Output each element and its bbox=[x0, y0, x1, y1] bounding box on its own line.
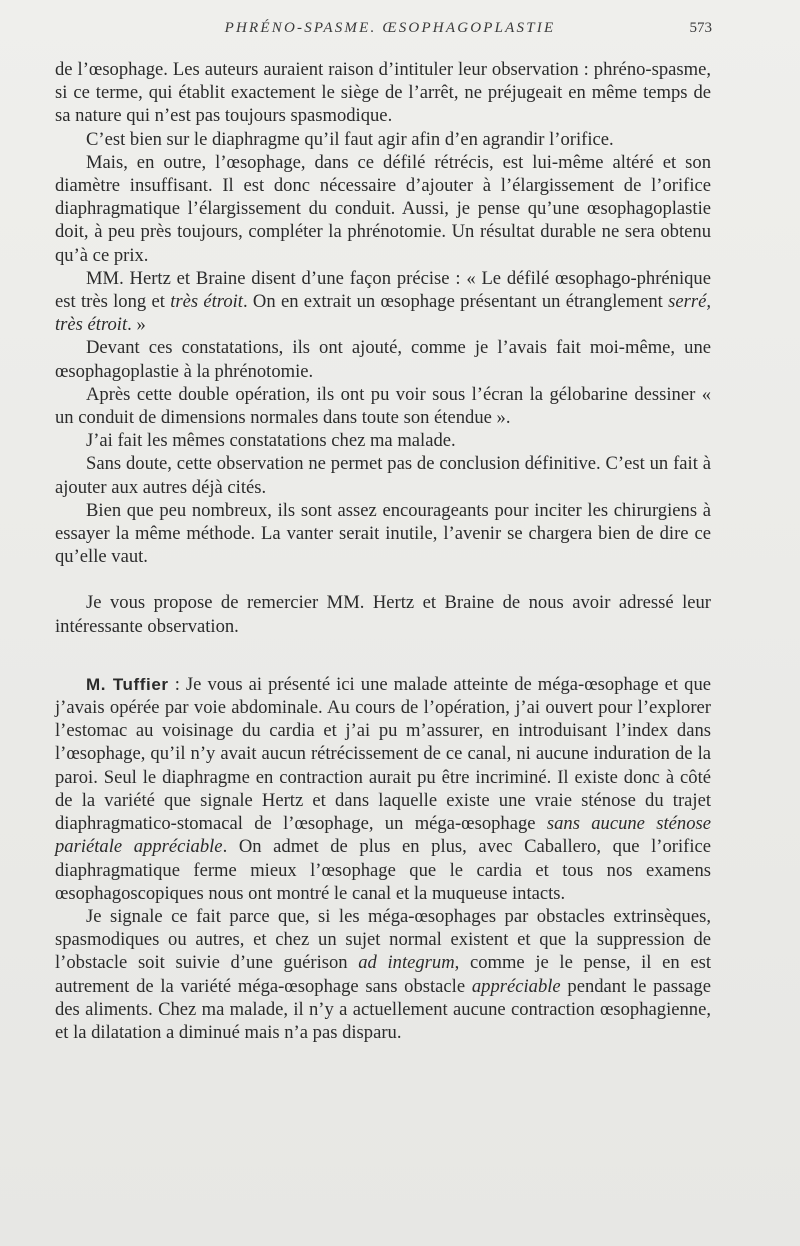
paragraph-2: C’est bien sur le diaphragme qu’il faut agir afin d’en agrandir l’orifice. bbox=[86, 128, 614, 150]
running-title: PHRÉNO-SPASME. ŒSOPHAGOPLASTIE bbox=[224, 20, 556, 36]
paragraph-4-text-c: . On en extrait un œsophage présentant un étranglement bbox=[242, 291, 669, 313]
paragraph-12-text-e: pendant le passage des aliments. Chez ma malade, il n’y a actuellement aucune contraction œsophagienne, et la dilatation a diminué mais n’a pas disparu. bbox=[55, 975, 711, 1043]
paragraph-4-text-a: MM. Hertz et Braine disent d’une façon précise : « Le défilé œsophago-phrénique est très long et bbox=[55, 267, 711, 313]
paragraph-12-text-a: Je signale ce fait parce que, si les méga-œsophages par obstacles extrinsèques, spasmodiques ou autres, et chez un sujet normal existent et que la suppression de l’obstacle soit suivie d’une guérison bbox=[55, 905, 711, 974]
paragraph-11-text-a: : Je vous ai présenté ici une malade atteinte de méga-œsophage et que j’avais opérée par voie abdominale. Au cours de l’opération, j’ai ouvert pour l’explorer l’estomac au voisinage du cardia et j’ai pu m’assurer, en introduisant l’index dans l’œsophage, qu’il n’y avait aucun rétrécissement de ce canal, ni aucune induration de la paroi. Seul le diaphragme en contraction aurait pu être incriminé. Il existe donc à côté de la variété que signale Hertz et dans laquelle existe une vraie sténose du trajet diaphragmatico-stomacal de l’œsophage, un méga-œsophage bbox=[55, 673, 711, 835]
page-number: 573 bbox=[689, 20, 712, 36]
paragraph-11-text-c: . On admet de plus en plus, avec Caballero, que l’orifice diaphragmatique ferme mieux l’œsophage que le cardia et tous nos examens œsophagoscopiques nous ont montré le canal et la muqueuse intacts. bbox=[55, 836, 711, 904]
paragraph-9: Bien que peu nombreux, ils sont assez encourageants pour inciter les chirurgiens à essayer la même méthode. La vanter serait inutile, l’avenir se chargera bien de dire ce qu’elle vaut. bbox=[55, 499, 711, 568]
paragraph-4-italic-d: serré, très étroit bbox=[55, 291, 711, 336]
paragraph-12-italic-d: appréciable bbox=[471, 975, 561, 997]
paragraph-6: Après cette double opération, ils ont pu voir sous l’écran la gélobarine dessiner « un conduit de dimensions normales dans toute son étendue ». bbox=[55, 383, 711, 429]
paragraph-3: Mais, en outre, l’œsophage, dans ce défilé rétrécis, est lui-même altéré et son diamètre insuffisant. Il est donc nécessaire d’ajouter à l’élargissement de l’orifice diaphragmatique l’élargissement du conduit. Aussi, je pense qu’une œsophagoplastie doit, à peu près toujours, compléter la phrénotomie. Un résultat durable ne sera obtenu qu’à ce prix. bbox=[55, 151, 711, 266]
speaker-name: M. Tuffier bbox=[86, 674, 169, 694]
paragraph-12-italic-b: ad integrum bbox=[358, 952, 455, 974]
paragraph-11-italic-b: sans aucune sténose pariétale appréciable bbox=[55, 813, 711, 858]
running-head bbox=[0, 18, 800, 44]
paragraph-4-text-e: . » bbox=[127, 314, 146, 336]
paragraph-4-italic-b: très étroit bbox=[170, 291, 243, 313]
body-text bbox=[55, 58, 711, 1044]
paragraph-4 bbox=[55, 267, 711, 337]
paragraph-5: Devant ces constatations, ils ont ajouté, comme je l’avais fait moi-même, une œsophagoplastie à la phrénotomie. bbox=[55, 337, 711, 382]
paragraph-11 bbox=[55, 673, 711, 905]
paragraph-12-text-c: , comme je le pense, il en est autrement de la variété méga-œsophage sans obstacle bbox=[55, 952, 711, 997]
paragraph-10: Je vous propose de remercier MM. Hertz et Braine de nous avoir adressé leur intéressante observation. bbox=[55, 592, 711, 637]
paragraph-8: Sans doute, cette observation ne permet pas de conclusion définitive. C’est un fait à ajouter aux autres déjà cités. bbox=[55, 453, 711, 498]
paragraph-1: de l’œsophage. Les auteurs auraient raison d’intituler leur observation : phréno-spasme, si ce terme, qui établit exactement le siège de l’arrêt, ne préjugeait en même temps de sa nature qui n’est pas toujours spasmodique. bbox=[55, 59, 711, 127]
paragraph-12 bbox=[55, 905, 711, 1044]
paragraph-7: J’ai fait les mêmes constatations chez ma malade. bbox=[86, 430, 456, 452]
